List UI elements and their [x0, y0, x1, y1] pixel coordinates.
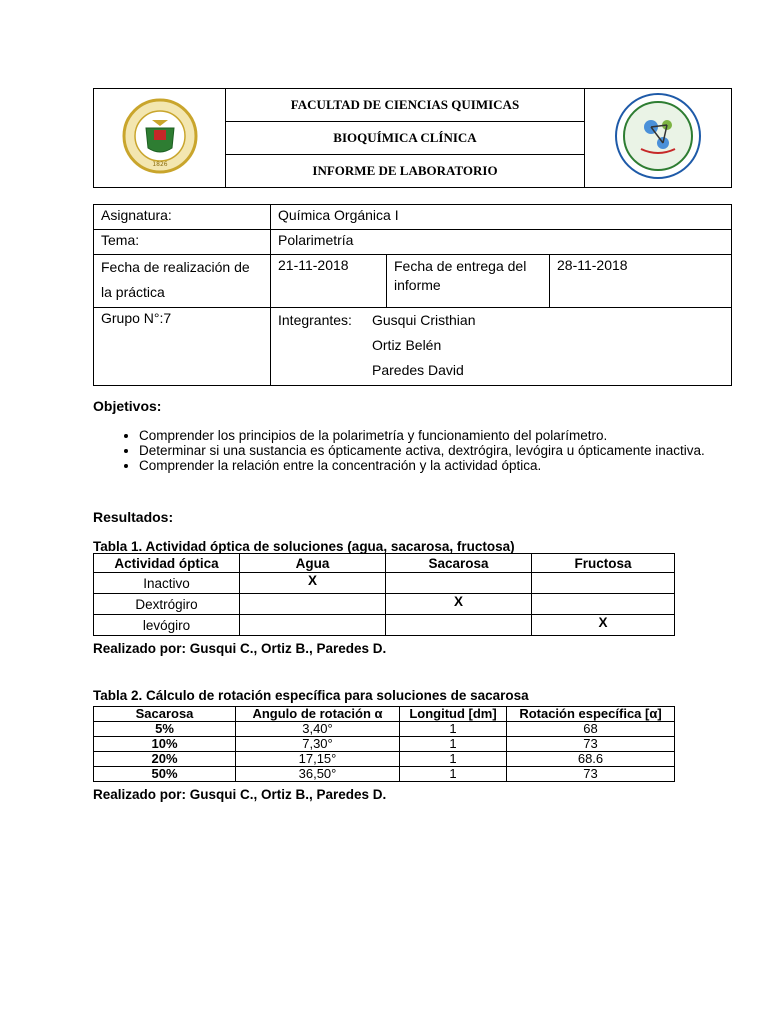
tema-value: Polarimetría [271, 230, 732, 255]
university-seal-left [94, 89, 226, 188]
table-row [94, 737, 675, 752]
table2-cell: 50% [94, 767, 236, 782]
svg-text:1826: 1826 [151, 160, 168, 168]
area-title: BIOQUÍMICA CLÍNICA [226, 122, 585, 155]
table1-header: Actividad óptica [94, 554, 240, 573]
table1-cell: Inactivo [94, 573, 240, 594]
objetivo-item: • Comprender los principios de la polarimetría y funcionamiento del polarímetro. [139, 428, 739, 443]
integrantes-cell [271, 308, 732, 386]
table-row [94, 615, 675, 636]
table2-cell: 73 [507, 767, 675, 782]
table1-cell [240, 615, 386, 636]
table1-cell [240, 594, 386, 615]
table-row [94, 767, 675, 782]
table-row [94, 722, 675, 737]
fecha-entrega-label: Fecha de entrega del informe [387, 255, 550, 308]
table1-mark: X [532, 615, 675, 636]
table2-caption: Tabla 2. Cálculo de rotación específica para soluciones de sacarosa [93, 688, 529, 703]
integrante: Gusqui Cristhian [372, 312, 476, 328]
table2-cell: 1 [400, 722, 507, 737]
table1-cell: Dextrógiro [94, 594, 240, 615]
objetivos-heading: Objetivos: [93, 398, 162, 414]
info-table [93, 204, 732, 386]
asignatura-label: Asignatura: [94, 205, 271, 230]
table1-cell [386, 573, 532, 594]
integrante: Ortiz Belén [372, 337, 442, 353]
fecha-realizacion-value: 21-11-2018 [271, 255, 387, 308]
table2 [93, 706, 675, 782]
table2-header: Longitud [dm] [400, 707, 507, 722]
table2-cell: 73 [507, 737, 675, 752]
table1 [93, 553, 675, 636]
table1-footer: Realizado por: Gusqui C., Ortiz B., Paredes D. [93, 641, 387, 656]
university-seal-icon [122, 98, 198, 174]
table1-caption: Tabla 1. Actividad óptica de soluciones (agua, sacarosa, fructosa) [93, 539, 515, 554]
fecha-entrega-value: 28-11-2018 [550, 255, 732, 308]
table2-header: Angulo de rotación α [236, 707, 400, 722]
table1-header: Fructosa [532, 554, 675, 573]
table-row [94, 573, 675, 594]
table1-header: Agua [240, 554, 386, 573]
table2-cell: 1 [400, 737, 507, 752]
table2-header: Rotación específica [α] [507, 707, 675, 722]
table2-footer: Realizado por: Gusqui C., Ortiz B., Paredes D. [93, 787, 387, 802]
table1-mark: X [386, 594, 532, 615]
table2-cell: 20% [94, 752, 236, 767]
chemistry-seal-icon [613, 91, 703, 181]
table1-cell [386, 615, 532, 636]
objetivo-item: • Comprender la relación entre la concentración y la actividad óptica. [139, 458, 739, 473]
document-type-title: INFORME DE LABORATORIO [226, 155, 585, 188]
table2-cell: 3,40° [236, 722, 400, 737]
header-table [93, 88, 732, 188]
table2-cell: 10% [94, 737, 236, 752]
table1-cell [532, 594, 675, 615]
objetivo-item: • Determinar si una sustancia es ópticamente activa, dextrógira, levógira u ópticamente inactiva. [139, 443, 739, 458]
integrante: Paredes David [372, 362, 464, 378]
resultados-heading: Resultados: [93, 509, 174, 525]
table2-header: Sacarosa [94, 707, 236, 722]
table2-cell: 5% [94, 722, 236, 737]
table1-cell: levógiro [94, 615, 240, 636]
tema-label: Tema: [94, 230, 271, 255]
fecha-realizacion-label: Fecha de realización de la práctica [94, 255, 271, 308]
table2-cell: 1 [400, 752, 507, 767]
table2-cell: 36,50° [236, 767, 400, 782]
table2-cell: 7,30° [236, 737, 400, 752]
table2-cell: 68.6 [507, 752, 675, 767]
faculty-seal-right [585, 89, 732, 188]
table1-header: Sacarosa [386, 554, 532, 573]
table-row [94, 752, 675, 767]
asignatura-value: Química Orgánica I [271, 205, 732, 230]
table-row [94, 594, 675, 615]
objetivos-list [93, 428, 739, 473]
table2-cell: 1 [400, 767, 507, 782]
table2-cell: 68 [507, 722, 675, 737]
table2-cell: 17,15° [236, 752, 400, 767]
table1-cell [532, 573, 675, 594]
integrantes-label: Integrantes: [278, 312, 352, 328]
table1-mark: X [240, 573, 386, 594]
faculty-title: FACULTAD DE CIENCIAS QUIMICAS [226, 89, 585, 122]
grupo-label: Grupo N°:7 [94, 308, 271, 386]
